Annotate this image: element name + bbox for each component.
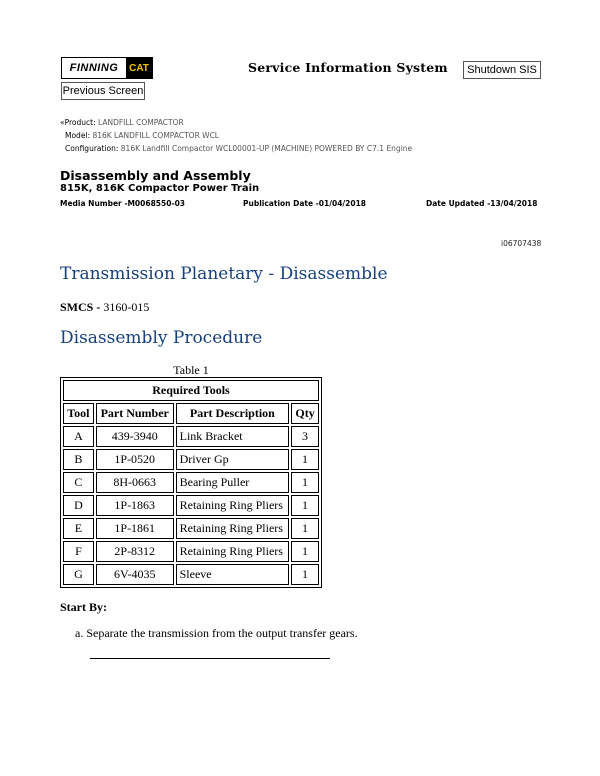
table-header-row — [63, 403, 319, 424]
step-marker: a. — [75, 626, 84, 640]
part-description-cell: Bearing Puller — [176, 472, 289, 493]
qty-cell: 3 — [291, 426, 319, 447]
subsection-heading: 815K, 816K Compactor Power Train — [60, 183, 260, 194]
previous-screen-button[interactable]: Previous Screen — [61, 82, 145, 100]
qty-cell: 1 — [291, 541, 319, 562]
column-header-tool: Tool — [63, 403, 94, 424]
tool-cell: B — [63, 449, 94, 470]
table-row — [63, 564, 319, 585]
table-row — [63, 426, 319, 447]
smcs-code — [60, 300, 149, 315]
configuration-label: Configuration: — [65, 144, 119, 153]
table-caption: Table 1 — [173, 363, 209, 377]
tool-cell: G — [63, 564, 94, 585]
part-number-cell: 2P-8312 — [96, 541, 174, 562]
table-row — [63, 472, 319, 493]
part-number-cell: 1P-1863 — [96, 495, 174, 516]
app-title: Service Information System — [248, 60, 448, 75]
tool-cell: A — [63, 426, 94, 447]
table-title: Required Tools — [63, 380, 319, 401]
start-by-step — [75, 626, 358, 641]
tool-cell: D — [63, 495, 94, 516]
product-value: LANDFILL COMPACTOR — [97, 118, 184, 127]
smcs-value: 3160-015 — [103, 300, 150, 314]
table-row — [63, 541, 319, 562]
part-description-cell: Sleeve — [176, 564, 289, 585]
tool-cell: F — [63, 541, 94, 562]
part-description-cell: Link Bracket — [176, 426, 289, 447]
part-description-cell: Retaining Ring Pliers — [176, 518, 289, 539]
document-id: i06707438 — [501, 239, 542, 248]
part-number-cell: 8H-0663 — [96, 472, 174, 493]
part-description-cell: Retaining Ring Pliers — [176, 495, 289, 516]
column-header-qty: Qty — [291, 403, 319, 424]
table-title-row — [63, 380, 319, 401]
date-updated: Date Updated -13/04/2018 — [426, 199, 538, 208]
tool-cell: E — [63, 518, 94, 539]
part-number-cell: 1P-1861 — [96, 518, 174, 539]
media-number: Media Number -M0068550-03 — [60, 199, 186, 208]
column-header-part-description: Part Description — [176, 403, 289, 424]
qty-cell: 1 — [291, 518, 319, 539]
page-title: Transmission Planetary - Disassemble — [60, 264, 388, 284]
configuration-line — [65, 144, 412, 153]
product-label[interactable]: «Product: — [60, 118, 96, 127]
cat-logo-badge: CAT — [126, 58, 152, 78]
step-text: Separate the transmission from the output transfer gears. — [86, 626, 358, 640]
part-description-cell: Driver Gp — [176, 449, 289, 470]
required-tools-table — [60, 377, 322, 588]
tool-cell: C — [63, 472, 94, 493]
part-number-cell: 6V-4035 — [96, 564, 174, 585]
qty-cell: 1 — [291, 472, 319, 493]
finning-logo-text: FINNING — [69, 62, 119, 74]
qty-cell: 1 — [291, 495, 319, 516]
part-description-cell: Retaining Ring Pliers — [176, 541, 289, 562]
configuration-value: 816K Landfill Compactor WCL00001-UP (MACHINE) POWERED BY C7.1 Engine — [120, 144, 413, 153]
part-number-cell: 439-3940 — [96, 426, 174, 447]
part-number-cell: 1P-0520 — [96, 449, 174, 470]
model-value: 816K LANDFILL COMPACTOR WCL — [92, 131, 219, 140]
model-line — [65, 131, 219, 140]
table-row — [63, 518, 319, 539]
smcs-label: SMCS - — [60, 300, 101, 314]
table-row — [63, 449, 319, 470]
model-label: Model: — [65, 131, 91, 140]
section-heading: Disassembly and Assembly — [60, 168, 251, 183]
shutdown-sis-button[interactable]: Shutdown SIS — [463, 61, 541, 79]
column-header-part-number: Part Number — [96, 403, 174, 424]
finning-cat-logo — [61, 57, 153, 79]
start-by-heading: Start By: — [60, 600, 107, 614]
publication-date: Publication Date -01/04/2018 — [243, 199, 367, 208]
product-line — [60, 118, 184, 127]
table-row — [63, 495, 319, 516]
divider-line — [90, 658, 330, 659]
procedure-heading: Disassembly Procedure — [60, 328, 263, 348]
qty-cell: 1 — [291, 564, 319, 585]
qty-cell: 1 — [291, 449, 319, 470]
